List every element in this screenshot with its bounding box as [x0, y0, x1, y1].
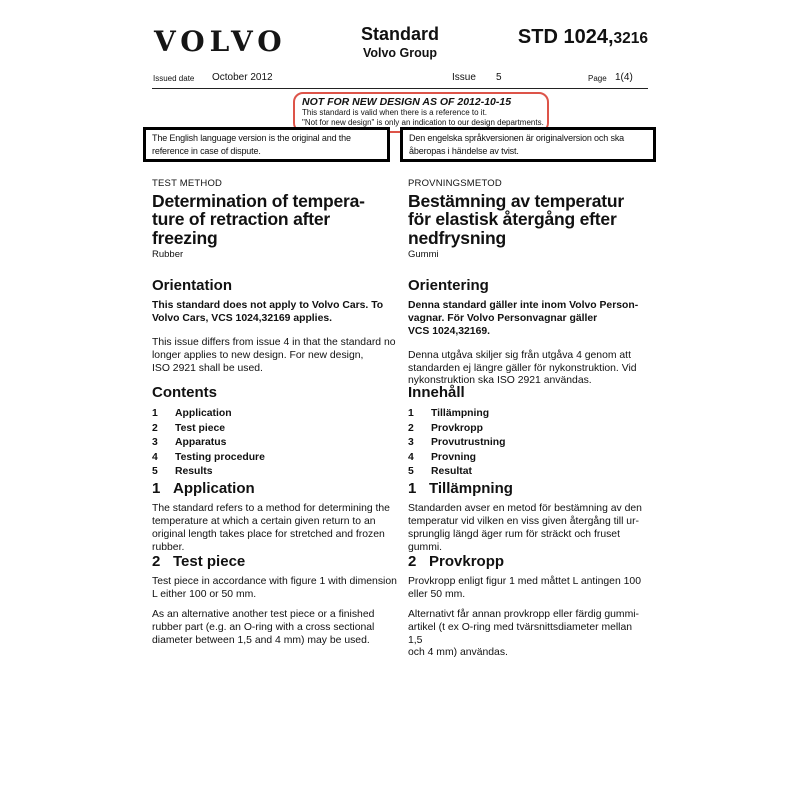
section-title: Test piece [173, 553, 246, 570]
orientation-heading: Orientation [152, 277, 233, 294]
english-section-1 [152, 480, 398, 553]
page-label: Page [588, 74, 607, 83]
swedish-subtitle: Gummi [408, 249, 439, 261]
english-orientation-section [152, 277, 398, 384]
page-value: 1(4) [615, 72, 633, 83]
section-1-paragraph: The standard refers to a method for determining the temperature at which a certain given return to an original length takes place for stretched and frozen rubber. [152, 503, 390, 553]
toc-num: 5 [408, 466, 414, 478]
contents-heading: Contents [152, 384, 217, 401]
contents-item [152, 436, 398, 451]
swedish-title-block [408, 178, 648, 277]
toc-label: Apparatus [175, 437, 227, 449]
masthead-center [361, 24, 439, 60]
header-divider [152, 88, 648, 89]
toc-label: Testing procedure [175, 451, 265, 463]
toc-num: 5 [152, 466, 158, 478]
section-title: Tillämpning [429, 480, 513, 497]
document-body [152, 178, 648, 671]
section-title: Provkropp [429, 553, 505, 570]
contents-item [408, 451, 648, 466]
volvo-logo: VOLVO [154, 25, 287, 58]
swedish-section-1 [408, 480, 648, 553]
section-2-paragraph-1: Test piece in accordance with figure 1 with dimension L either 100 or 50 mm. [152, 576, 397, 600]
toc-label: Provutrustning [431, 437, 506, 449]
contents-item [408, 436, 648, 451]
contents-item [408, 422, 648, 437]
standard-number [518, 26, 648, 49]
orientation-paragraph: This issue differs from issue 4 in that the standard no longer applies to new design. For new design, ISO 2921 shall be used. [152, 336, 396, 374]
notice-title: NOT FOR NEW DESIGN AS OF 2012-10-15 [302, 96, 512, 108]
section-number: 1 [408, 480, 417, 497]
toc-label: Provkropp [431, 422, 483, 434]
contents-item [152, 422, 398, 437]
section-1-paragraph: Standarden avser en metod för bestämning av den temperatur vid vilken en viss given återgång till ur- sprunglig längd äger rum för sträckt och fruset gummi. [408, 503, 642, 553]
swedish-title: Bestämning av temperatur för elastisk återgång efter nedfrysning [408, 191, 624, 248]
masthead [152, 22, 648, 66]
section-2-heading [152, 553, 398, 570]
contents-item [408, 465, 648, 480]
english-title: Determination of tempera- ture of retraction after freezing [152, 191, 365, 248]
test-method-label: TEST METHOD [152, 178, 223, 189]
english-section-2 [152, 553, 398, 647]
toc-label: Application [175, 408, 232, 419]
document-type: Standard [360, 24, 440, 44]
section-title: Application [173, 480, 255, 497]
issue-label: Issue [452, 72, 476, 83]
issued-date-label: Issued date [153, 74, 195, 83]
section-number: 2 [408, 553, 417, 570]
document-meta-row [152, 68, 648, 84]
toc-label: Provning [431, 451, 477, 463]
toc-label: Tillämpning [431, 408, 490, 419]
toc-num: 4 [152, 451, 158, 463]
toc-num: 2 [408, 422, 414, 434]
english-column [152, 178, 398, 671]
notice-line-2: "Not for new design" is only an indication to our design departments. [302, 118, 544, 127]
organization-name: Volvo Group [362, 46, 438, 60]
provningsmetod-label: PROVNINGSMETOD [408, 178, 502, 189]
toc-num: 4 [408, 451, 414, 463]
innehall-heading: Innehåll [408, 384, 465, 401]
section-2-paragraph-1: Provkropp enligt figur 1 med måttet L antingen 100 eller 50 mm. [408, 576, 641, 600]
toc-num: 2 [152, 422, 158, 434]
orientering-bold-paragraph: Denna standard gäller inte inom Volvo Person- vagnar. För Volvo Personvagnar gäller VCS 1024,32169. [408, 300, 639, 337]
issued-date-value: October 2012 [212, 72, 273, 83]
toc-num: 3 [152, 437, 158, 449]
contents-item [152, 451, 398, 466]
toc-label: Results [175, 466, 213, 478]
contents-item [408, 407, 648, 422]
english-subtitle: Rubber [152, 249, 184, 261]
section-1-heading [408, 480, 648, 497]
contents-list [152, 407, 398, 480]
section-number: 2 [152, 553, 161, 570]
notice-line-1: This standard is valid when there is a reference to it. [302, 108, 487, 117]
swedish-contents-section [408, 384, 648, 480]
toc-num: 1 [152, 408, 158, 419]
innehall-list [408, 407, 648, 480]
standard-number-suffix: 3216 [613, 30, 648, 47]
orientering-paragraph: Denna utgåva skiljer sig från utgåva 4 genom att standarden ej längre gäller för nykonstruktion. Vid nykonstruktion ska ISO 2921 användas. [408, 349, 637, 387]
toc-label: Resultat [431, 466, 472, 478]
swedish-orientation-section [408, 277, 648, 387]
issue-value: 5 [496, 72, 502, 83]
section-2-heading [408, 553, 648, 570]
swedish-version-box: Den engelska språkversionen är originalversion och ska åberopas i händelse av tvist. [400, 127, 656, 162]
english-contents-section [152, 384, 398, 480]
contents-item [152, 407, 398, 422]
orientering-heading: Orientering [408, 277, 489, 294]
orientation-bold-paragraph: This standard does not apply to Volvo Cars. To Volvo Cars, VCS 1024,32169 applies. [152, 300, 384, 324]
section-number: 1 [152, 480, 161, 497]
section-1-heading [152, 480, 398, 497]
contents-item [152, 465, 398, 480]
toc-num: 1 [408, 408, 414, 419]
swedish-section-2 [408, 553, 648, 660]
section-2-paragraph-2: Alternativt får annan provkropp eller färdig gummi- artikel (t ex O-ring med tvärsnittsdiameter mellan 1,5 och 4 mm) användas. [408, 608, 640, 659]
english-title-block [152, 178, 398, 277]
swedish-column [408, 178, 648, 671]
toc-label: Test piece [175, 422, 226, 434]
section-2-paragraph-2: As an alternative another test piece or a finished rubber part (e.g. an O-ring with a cross sectional diameter between 1,5 and 4 mm) may be used. [152, 608, 375, 646]
standard-number-prefix: STD 1024, [517, 26, 614, 48]
toc-num: 3 [408, 437, 414, 449]
english-version-box: The English language version is the original and the reference in case of dispute. [143, 127, 390, 162]
